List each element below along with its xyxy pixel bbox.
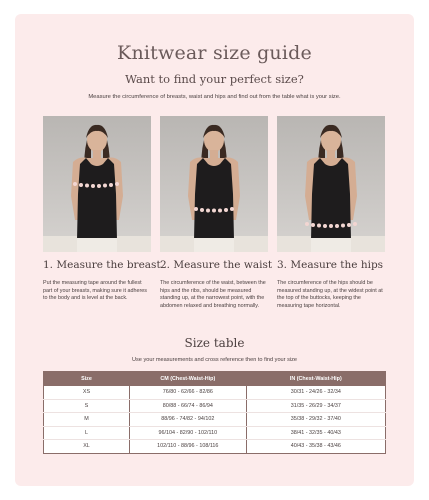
- in-cell: 35/38 - 29/32 - 37/40: [246, 413, 385, 427]
- in-cell: 31/35 - 26/29 - 34/37: [246, 399, 385, 413]
- cm-cell: 102/110 - 88/96 - 108/116: [129, 440, 246, 454]
- cm-cell: 80/88 - 66/74 - 86/94: [129, 399, 246, 413]
- cm-cell: 76/80 - 62/66 - 82/86: [129, 386, 246, 400]
- table-row: [44, 386, 386, 400]
- size-table: [43, 371, 386, 454]
- size-guide-card: [15, 14, 414, 486]
- step-hips-text: The circumference of the hips should be measured standing up, at the widest point at the top of the buttocks, keeping the measuring tape horizontal.: [277, 280, 383, 310]
- step-hips-title: 3. Measure the hips: [277, 259, 384, 271]
- cm-cell: 88/96 - 74/82 - 94/102: [129, 413, 246, 427]
- model-waist-illustration: [160, 116, 268, 252]
- cm-cell: 96/104 - 82/90 - 102/110: [129, 426, 246, 440]
- size-table-subtitle: Use your measurements and cross reference then to find your size: [131, 357, 298, 363]
- in-cell: 38/41 - 32/35 - 40/43: [246, 426, 385, 440]
- size-cell: S: [44, 399, 130, 413]
- table-row: [44, 399, 386, 413]
- model-hips-photo: [277, 116, 385, 252]
- size-table-header-row: [44, 372, 386, 386]
- size-cell: M: [44, 413, 130, 427]
- page-title: Knitwear size guide: [117, 42, 312, 64]
- size-cell: L: [44, 426, 130, 440]
- table-row: [44, 426, 386, 440]
- model-waist-photo: [160, 116, 268, 252]
- step-breast-text: Put the measuring tape around the fullest part of your breasts, making sure it adheres to the body and is level at the back.: [43, 280, 147, 302]
- page-subtitle: Want to find your perfect size?: [125, 72, 304, 86]
- step-waist-text: The circumference of the waist, between the hips and the ribs, should be measured standing up, at the narrowest point, with the abdomen relaxed and breathing normally.: [160, 280, 266, 310]
- model-breast-photo: [43, 116, 151, 252]
- header-size: Size: [44, 372, 130, 386]
- header-in: IN (Chest-Waist-Hip): [246, 372, 385, 386]
- model-breast-illustration: [43, 116, 151, 252]
- header-cm: CM (Chest-Waist-Hip): [129, 372, 246, 386]
- intro-text: Measure the circumference of breasts, waist and hips and find out from the table what is your size.: [88, 94, 341, 100]
- in-cell: 40/43 - 35/38 - 43/46: [246, 440, 385, 454]
- step-waist-title: 2. Measure the waist: [160, 259, 273, 271]
- size-cell: XL: [44, 440, 130, 454]
- model-hips-illustration: [277, 116, 385, 252]
- size-cell: XS: [44, 386, 130, 400]
- in-cell: 30/31 - 24/26 - 32/34: [246, 386, 385, 400]
- step-breast-title: 1. Measure the breast: [43, 259, 161, 271]
- table-row: [44, 440, 386, 454]
- table-row: [44, 413, 386, 427]
- size-table-title: Size table: [184, 336, 245, 350]
